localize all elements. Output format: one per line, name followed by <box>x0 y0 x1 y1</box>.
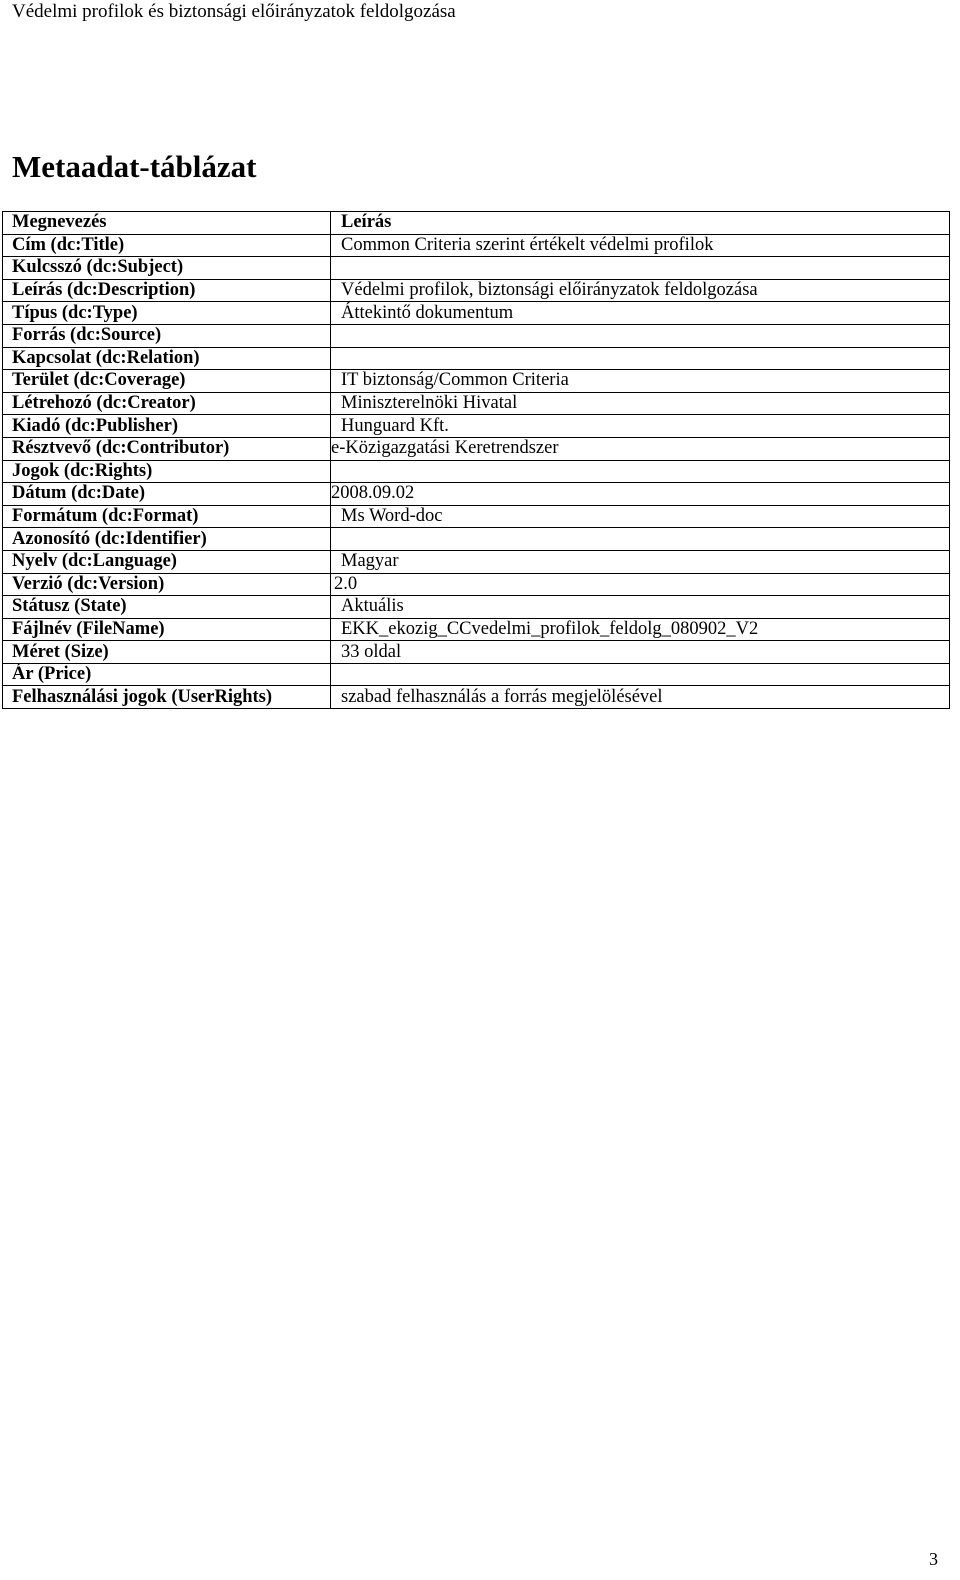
field-value <box>331 460 950 483</box>
field-name: Kulcsszó (dc:Subject) <box>3 257 331 280</box>
column-header-value: Leírás <box>331 212 950 235</box>
field-value <box>331 257 950 280</box>
running-header: Védelmi profilok és biztonsági előirányzatok feldolgozása <box>12 1 456 22</box>
field-name: Státusz (State) <box>3 596 331 619</box>
table-row <box>3 302 950 325</box>
field-value: 2.0 <box>331 573 950 596</box>
field-name: Nyelv (dc:Language) <box>3 550 331 573</box>
table-row <box>3 324 950 347</box>
field-name: Cím (dc:Title) <box>3 234 331 257</box>
column-header-name: Megnevezés <box>3 212 331 235</box>
table-row <box>3 663 950 686</box>
table-row <box>3 347 950 370</box>
table-row <box>3 505 950 528</box>
field-value <box>331 347 950 370</box>
field-value: Áttekintő dokumentum <box>331 302 950 325</box>
field-value: IT biztonság/Common Criteria <box>331 370 950 393</box>
field-value: szabad felhasználás a forrás megjelölésével <box>331 686 950 709</box>
table-row <box>3 460 950 483</box>
field-name: Felhasználási jogok (UserRights) <box>3 686 331 709</box>
table-header-row <box>3 212 950 235</box>
field-value: Védelmi profilok, biztonsági előirányzatok feldolgozása <box>331 279 950 302</box>
table-row <box>3 686 950 709</box>
field-name: Forrás (dc:Source) <box>3 324 331 347</box>
table-row <box>3 234 950 257</box>
table-row <box>3 370 950 393</box>
metadata-table <box>2 211 950 709</box>
field-value: Ms Word-doc <box>331 505 950 528</box>
field-name: Méret (Size) <box>3 641 331 664</box>
field-name: Terület (dc:Coverage) <box>3 370 331 393</box>
field-value: Common Criteria szerint értékelt védelmi profilok <box>331 234 950 257</box>
field-value: 2008.09.02 <box>331 483 950 506</box>
table-row <box>3 257 950 280</box>
page-number: 3 <box>929 1549 938 1569</box>
field-value <box>331 663 950 686</box>
field-value: 33 oldal <box>331 641 950 664</box>
field-name: Létrehozó (dc:Creator) <box>3 392 331 415</box>
field-name: Kiadó (dc:Publisher) <box>3 415 331 438</box>
table-row <box>3 550 950 573</box>
field-name: Típus (dc:Type) <box>3 302 331 325</box>
field-value: e-Közigazgatási Keretrendszer <box>331 437 950 460</box>
field-name: Dátum (dc:Date) <box>3 483 331 506</box>
table-row <box>3 392 950 415</box>
table-row <box>3 415 950 438</box>
table-row <box>3 618 950 641</box>
table-row <box>3 528 950 551</box>
field-value: Hunguard Kft. <box>331 415 950 438</box>
field-name: Ár (Price) <box>3 663 331 686</box>
field-name: Leírás (dc:Description) <box>3 279 331 302</box>
field-value: EKK_ekozig_CCvedelmi_profilok_feldolg_080902_V2 <box>331 618 950 641</box>
table-row <box>3 596 950 619</box>
field-value: Aktuális <box>331 596 950 619</box>
field-name: Résztvevő (dc:Contributor) <box>3 437 331 460</box>
field-value <box>331 528 950 551</box>
field-name: Verzió (dc:Version) <box>3 573 331 596</box>
table-row <box>3 483 950 506</box>
field-name: Formátum (dc:Format) <box>3 505 331 528</box>
field-value <box>331 324 950 347</box>
field-value: Magyar <box>331 550 950 573</box>
table-row <box>3 641 950 664</box>
table-row <box>3 279 950 302</box>
table-row <box>3 573 950 596</box>
field-name: Azonosító (dc:Identifier) <box>3 528 331 551</box>
field-name: Kapcsolat (dc:Relation) <box>3 347 331 370</box>
field-name: Jogok (dc:Rights) <box>3 460 331 483</box>
field-name: Fájlnév (FileName) <box>3 618 331 641</box>
field-value: Miniszterelnöki Hivatal <box>331 392 950 415</box>
table-row <box>3 437 950 460</box>
document-title: Metaadat-táblázat <box>12 149 257 184</box>
